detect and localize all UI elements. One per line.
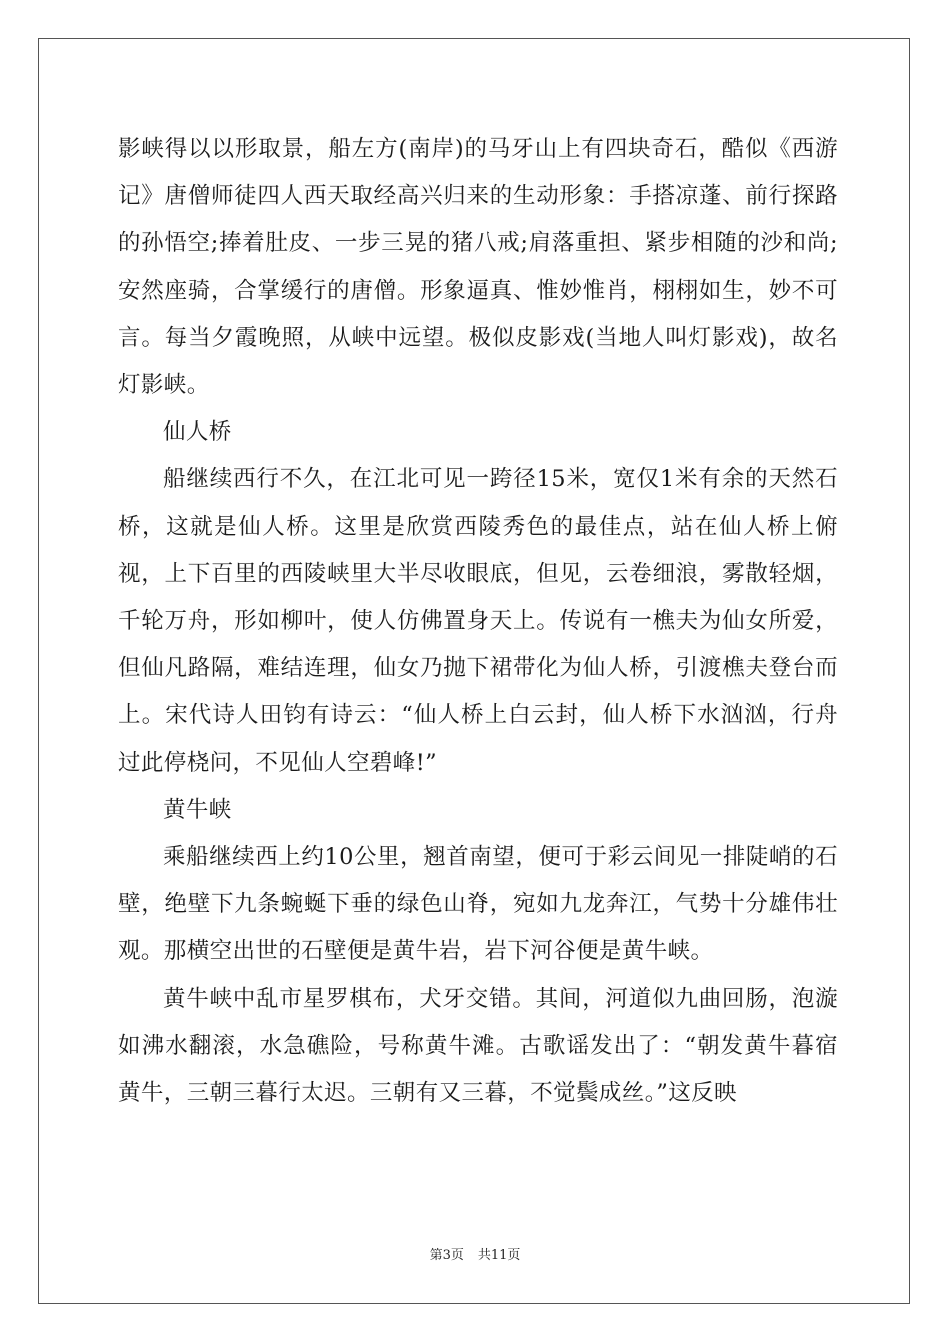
paragraph-huangniuxia-2: 黄牛峡中乱市星罗棋布，犬牙交错。其间，河道似九曲回肠，泡漩如沸水翻滚，水急礁险，号称黄牛滩。古歌谣发出了：“朝发黄牛暮宿黄牛，三朝三暮行太迟。三朝有又三暮，不觉鬓成丝。”这反映 <box>118 985 838 1107</box>
section-heading-xianrenqiao: 仙人桥 <box>163 419 232 446</box>
paragraph-huangniuxia-1: 乘船继续西上约10公里，翘首南望，便可于彩云间见一排陡峭的石壁，绝壁下九条蜿蜒下垂的绿色山脊，宛如九龙奔江，气势十分雄伟壮观。那横空出世的石壁便是黄牛岩，岩下河谷便是黄牛峡。 <box>118 844 838 965</box>
page-total: 共11页 <box>477 1248 521 1263</box>
section-heading-huangniuxia: 黄牛峡 <box>163 796 232 823</box>
page-footer <box>0 1247 950 1265</box>
paragraph-xianrenqiao: 船继续西行不久，在江北可见一跨径15米，宽仅1米有余的天然石桥，这就是仙人桥。这里是欣赏西陵秀色的最佳点，站在仙人桥上俯视，上下百里的西陵峡里大半尽收眼底，但见，云卷细浪，雾散轻烟，千轮万舟，形如柳叶，使人仿佛置身天上。传说有一樵夫为仙女所爱，但仙凡路隔，难结连理，仙女乃抛下裙带化为仙人桥，引渡樵夫登台而上。宋代诗人田钧有诗云：“仙人桥上白云封，仙人桥下水汹汹，行舟过此停桡问，不见仙人空碧峰!” <box>118 466 838 776</box>
document-body <box>118 126 838 1117</box>
page-number: 第3页 <box>429 1248 464 1263</box>
paragraph-continued: 影峡得以以形取景，船左方(南岸)的马牙山上有四块奇石，酷似《西游记》唐僧师徒四人西天取经高兴归来的生动形象：手搭凉蓬、前行探路的孙悟空;捧着肚皮、一步三晃的猪八戒;肩落重担、紧步相随的沙和尚;安然座骑，合掌缓行的唐僧。形象逼真、惟妙惟肖，栩栩如生，妙不可言。每当夕霞晚照，从峡中远望。极似皮影戏(当地人叫灯影戏)，故名灯影峡。 <box>118 136 838 399</box>
